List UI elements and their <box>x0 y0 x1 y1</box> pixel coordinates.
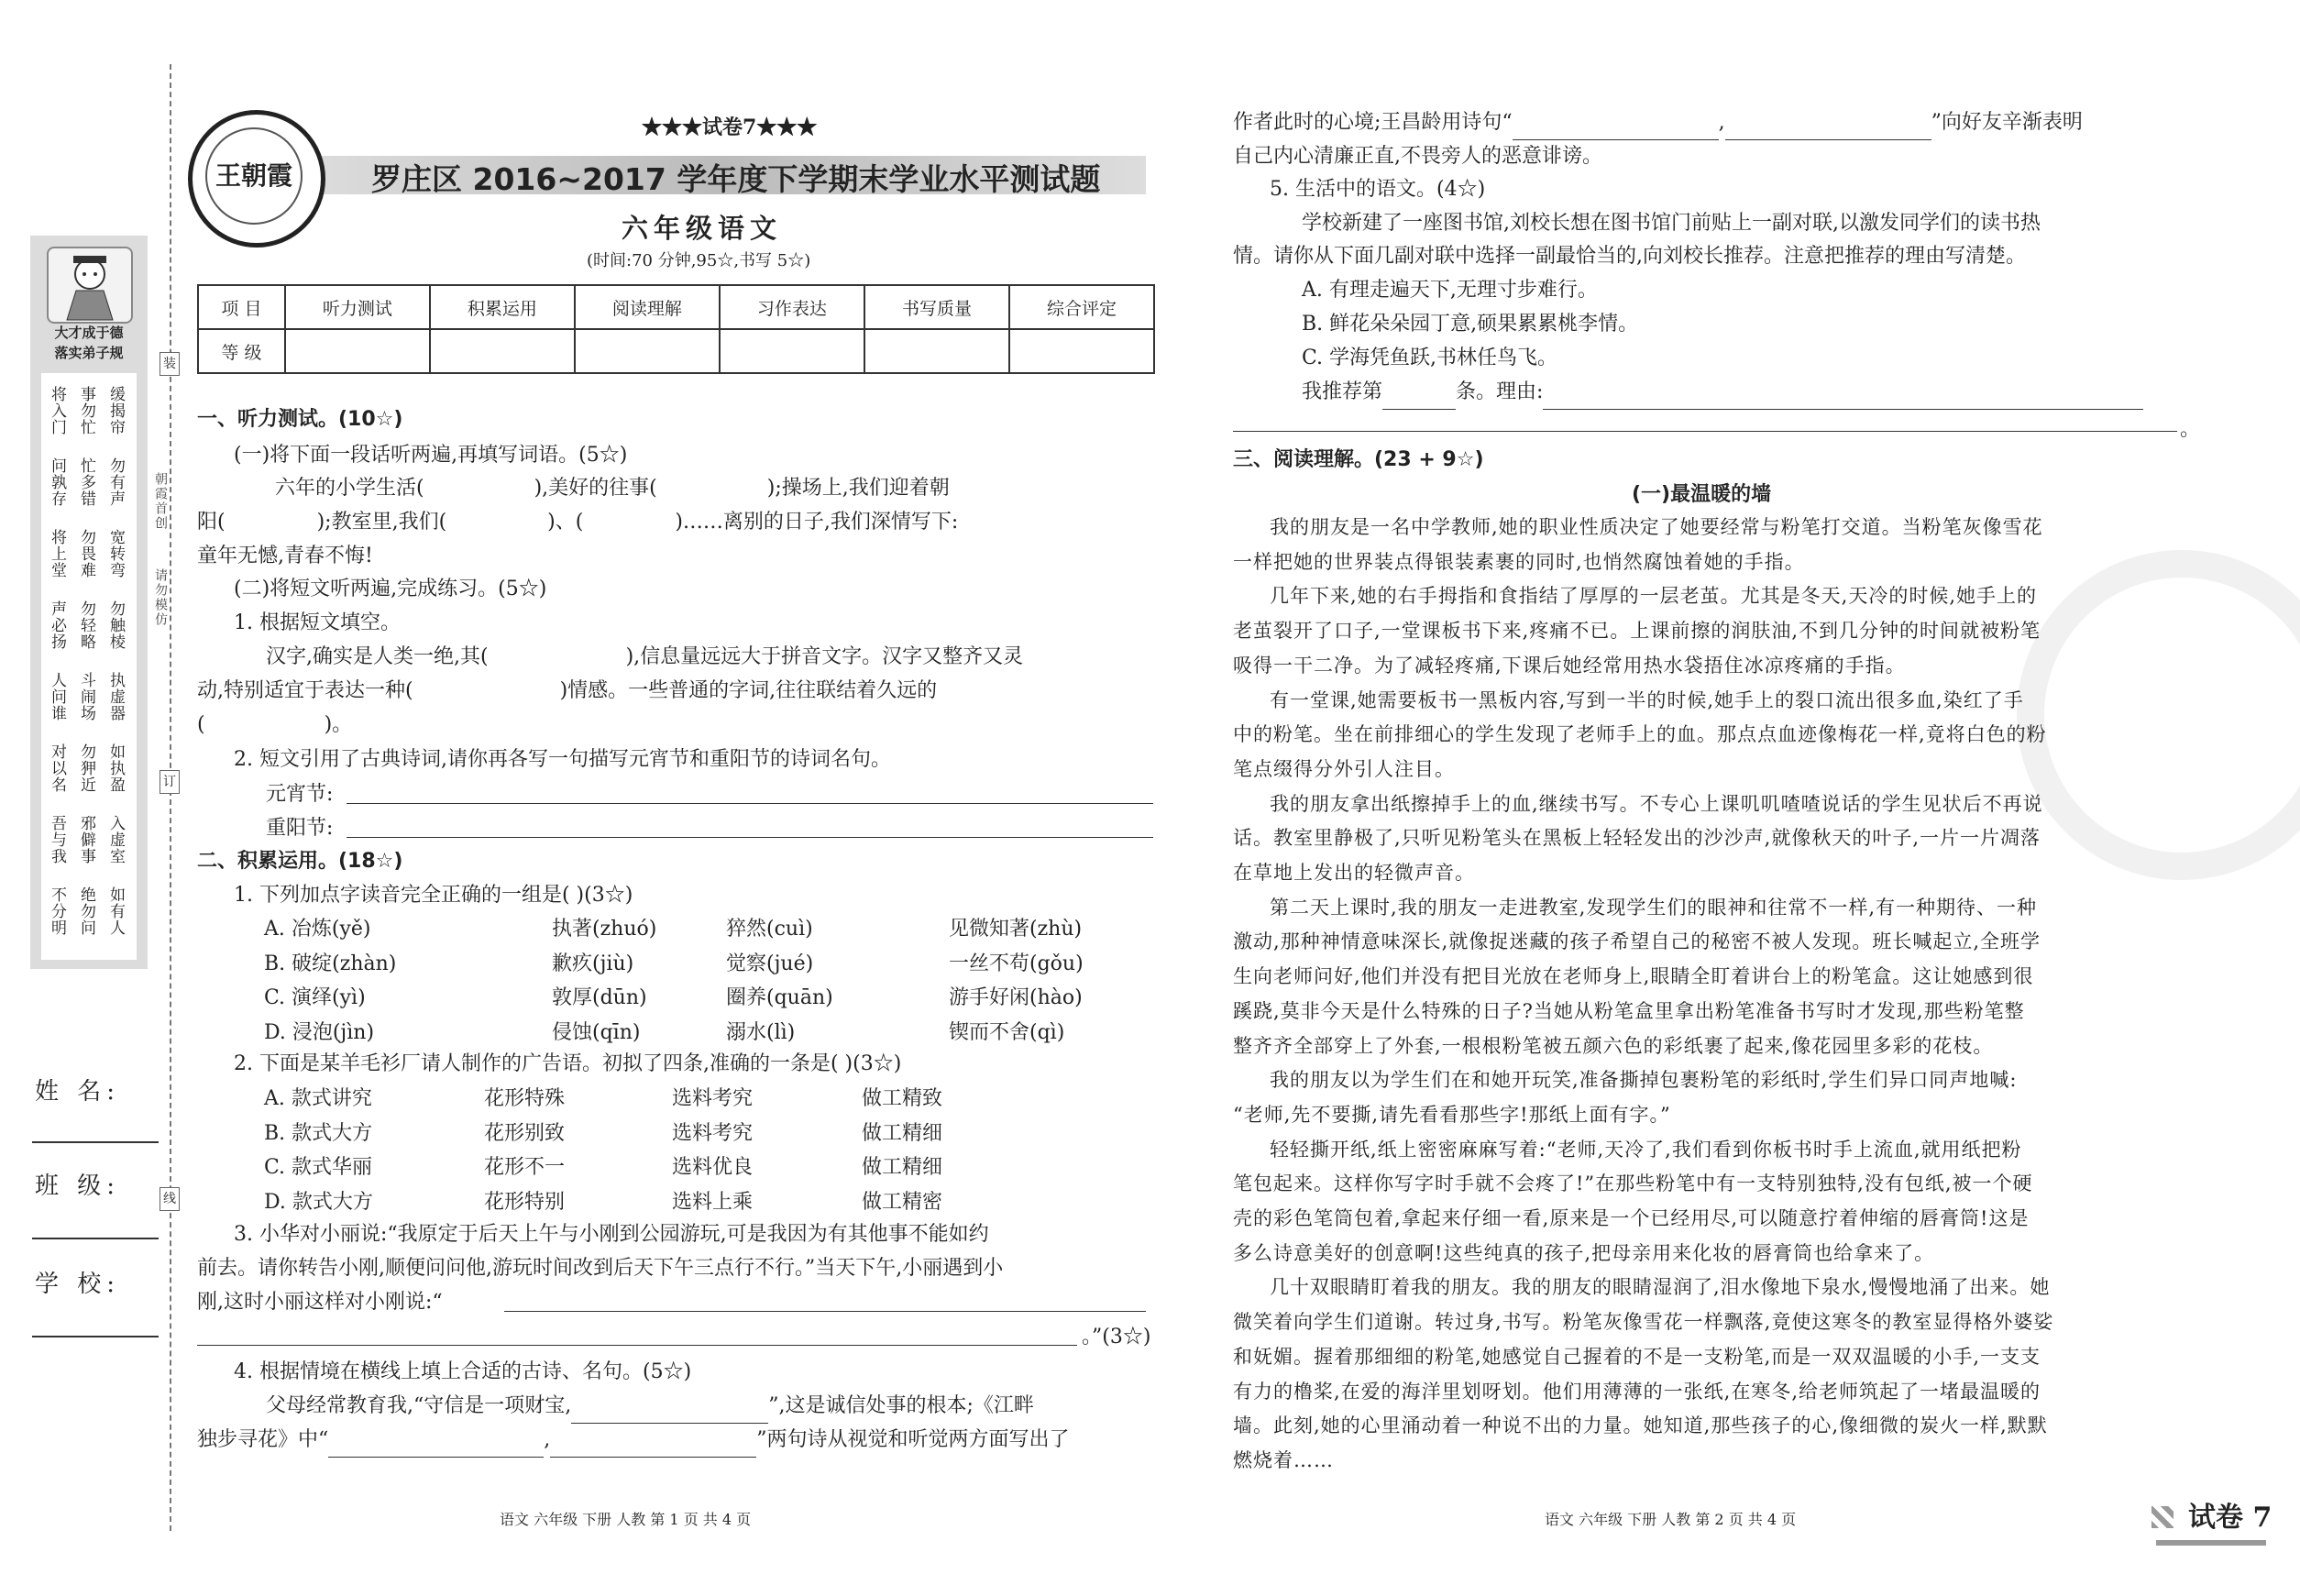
accum-q3-line-2: 前去。请你转告小刚,顺便问问他,游玩时间改到后天下午三点行不行。”当天下午,小丽遇到小 <box>197 1257 1004 1280</box>
score-row-label: 等 级 <box>198 329 285 373</box>
name-line[interactable] <box>32 1141 159 1143</box>
passage-title: (一)最温暖的墙 <box>1632 483 1772 506</box>
score-cell[interactable] <box>1009 329 1154 373</box>
name-label: 姓 名: <box>35 1078 121 1106</box>
score-table-header <box>198 285 1154 329</box>
motto-column: 勿狎近 <box>77 743 95 794</box>
option-cell: 敦厚(dūn) <box>552 986 647 1009</box>
chongyang-answer-line[interactable] <box>347 837 1153 838</box>
footer-left: 语文 六年级 下册 人教 第 1 页 共 4 页 <box>500 1511 752 1528</box>
q5-option-c: C. 学海凭鱼跃,书林任鸟飞。 <box>1302 347 1558 369</box>
passage-line: 多么诗意美好的创意啊!这些纯真的孩子,把母亲用来化妆的唇膏筒也给拿来了。 <box>1233 1241 1935 1264</box>
answer-blank[interactable] <box>571 1389 768 1424</box>
section-accumulation: 二、积累运用。(18☆) <box>197 850 403 873</box>
option-cell: 选料考究 <box>672 1121 754 1145</box>
passage-line: 第二天上课时,我的朋友一走进教室,发现学生们的眼神和往常不一样,有一种期待、一种 <box>1270 896 2038 919</box>
paper-corner-tag <box>2151 1492 2280 1534</box>
q5-option-b: B. 鲜花朵朵园丁意,硕果累累桃李情。 <box>1302 313 1639 336</box>
text: )情感。一些普通的字词,往往联结着久远的 <box>559 679 938 702</box>
motto-column: 对以名 <box>48 743 66 794</box>
r-line-2: 自己内心清廉正直,不畏旁人的恶意诽谤。 <box>1233 145 1602 168</box>
score-header: 项 目 <box>198 285 285 329</box>
option-cell: 觉察(jué) <box>726 952 814 975</box>
chongyang-label: 重阳节: <box>266 817 334 840</box>
listening-part2: (二)将短文听两遍,完成练习。(5☆) <box>234 578 547 600</box>
option-cell: 做工精细 <box>862 1121 943 1145</box>
option-cell[interactable]: A. 冶炼(yě) <box>264 918 371 941</box>
q5-line-1: 学校新建了一座图书馆,刘校长想在图书馆门前贴上一副对联,以激发同学们的读书热 <box>1302 212 2041 235</box>
motto-panel <box>30 236 148 969</box>
text: 父母经常教育我,“守信是一项财宝, <box>266 1394 572 1417</box>
motto-column: 斗闹场 <box>77 672 95 722</box>
text: , <box>1718 111 1725 134</box>
passage-line: 笔点缀得分外引人注目。 <box>1233 757 1455 780</box>
score-header: 习作表达 <box>720 285 864 329</box>
answer-blank[interactable] <box>328 1423 544 1458</box>
text: ),信息量远远大于拼音文字。汉字又整齐又灵 <box>625 645 1024 668</box>
answer-blank[interactable] <box>550 1423 756 1458</box>
motto-column: 绝勿问 <box>77 886 95 937</box>
q1-line-2 <box>197 674 937 708</box>
score-table <box>197 284 1155 374</box>
recommend-line <box>1302 375 2143 410</box>
passage-line: 我的朋友是一名中学教师,她的职业性质决定了她要经常与粉笔打交道。当粉笔灰像雪花 <box>1270 516 2043 538</box>
passage-line: 轻轻撕开纸,纸上密密麻麻写着:“老师,天冷了,我们看到你板书时手上流血,就用纸把粉 <box>1270 1138 2022 1161</box>
motto-column: 如执盈 <box>106 743 125 794</box>
text: );操场上,我们迎着朝 <box>766 477 950 500</box>
motto-column: 勿有声 <box>106 457 125 508</box>
option-cell: 选料上乘 <box>672 1190 754 1214</box>
motto-column: 人问谁 <box>48 672 66 722</box>
score-cell[interactable] <box>430 329 575 373</box>
listening-line-1 <box>275 471 950 505</box>
motto-columns <box>41 373 137 960</box>
accum-q3-end: 。”(3☆) <box>1082 1326 1151 1348</box>
corner-label: 试卷 7 <box>2188 1502 2272 1534</box>
text: )。 <box>324 713 353 736</box>
option-cell: 锲而不舍(qì) <box>949 1020 1065 1044</box>
reason-line[interactable] <box>1233 431 2177 432</box>
side-note-2: 请勿模仿 <box>153 568 168 627</box>
motto-column: 不分明 <box>48 886 66 937</box>
option-cell: 猝然(cuì) <box>726 918 813 941</box>
q1-line-1 <box>266 640 1023 674</box>
exam-time: (时间:70 分钟,95☆,书写 5☆) <box>587 251 811 270</box>
yuanxiao-answer-line[interactable] <box>347 803 1153 804</box>
text: 条。理由: <box>1456 380 1544 403</box>
score-header: 书写质量 <box>864 285 1009 329</box>
passage-line: “老师,先不要撕,请先看看那些字!那纸上面有字。” <box>1233 1103 1671 1126</box>
passage-line: 整齐齐全部穿上了外套,一根根粉笔被五颜六色的彩纸裹了起来,像花园里多彩的花枝。 <box>1233 1034 1994 1057</box>
option-cell: 圈养(quān) <box>726 986 833 1009</box>
option-cell: 侵蚀(qīn) <box>552 1020 641 1044</box>
option-cell: 见微知著(zhù) <box>949 918 1083 941</box>
accum-q3-line-1: 3. 小华对小丽说:“我原定于后天上午与小刚到公园游玩,可是我因为有其他事不能如约 <box>234 1223 989 1246</box>
binding-mark-top: 装 <box>160 352 180 376</box>
listening-line-3: 童年无憾,青春不悔! <box>197 545 373 567</box>
option-cell: 花形特别 <box>484 1190 566 1214</box>
score-table-row <box>198 329 1154 373</box>
option-cell: 做工精致 <box>862 1087 943 1110</box>
passage-line: 在草地上发出的轻微声音。 <box>1233 862 1475 884</box>
text: ( <box>197 713 205 736</box>
option-cell[interactable]: D. 款式大方 <box>264 1190 373 1214</box>
publisher-logo <box>188 110 325 248</box>
option-cell: 执著(zhuó) <box>552 918 657 941</box>
q4-line-2 <box>197 1423 1070 1458</box>
option-cell: 做工精密 <box>862 1190 943 1214</box>
text: 动,特别适宜于表达一种( <box>197 679 413 702</box>
corner-dots <box>2151 1506 2173 1528</box>
passage-line: 生向老师问好,他们并没有把目光放在老师身上,眼睛全盯着讲台上的粉笔盒。这让她感到很 <box>1233 965 2034 988</box>
q3-answer-line-2[interactable] <box>197 1345 1077 1346</box>
logo-text: 王朝霞 <box>205 127 303 225</box>
motto-line-2: 落实弟子规 <box>54 345 124 361</box>
passage-line: 蹊跷,莫非今天是什么特殊的日子?当她从粉笔盒里拿出粉笔准备书写时才发现,那些粉笔整 <box>1233 999 2025 1022</box>
option-cell: 选料优良 <box>672 1156 754 1179</box>
motto-column: 勿轻略 <box>77 600 95 651</box>
passage-line: 我的朋友以为学生们在和她开玩笑,准备撕掉包裹粉笔的彩纸时,学生们异口同声地喊: <box>1270 1069 2018 1092</box>
text: , <box>544 1428 551 1451</box>
scholar-illustration <box>47 247 133 324</box>
watermark-seal <box>2017 550 2300 880</box>
yuanxiao-label: 元宵节: <box>266 783 334 806</box>
option-cell[interactable]: C. 演绎(yì) <box>264 986 366 1009</box>
passage-line: 老茧裂开了口子,一堂课板书下来,疼痛不已。上课前擦的润肤油,不到几分钟的时间就被粉笔 <box>1233 620 2041 643</box>
end-mark: 。 <box>2180 418 2201 441</box>
motto-column: 入虚室 <box>106 815 125 865</box>
score-cell[interactable] <box>720 329 864 373</box>
answer-blank[interactable] <box>1725 105 1931 140</box>
corner-bar <box>2156 1540 2266 1546</box>
paper-series: ★★★试卷7★★★ <box>642 116 818 139</box>
question-5: 5. 生活中的语文。(4☆) <box>1270 178 1486 201</box>
q4-line-1 <box>266 1389 1034 1424</box>
passage-line: 笔包起来。这样你写字时手就不会疼了!”在那些粉笔中有一支特别独特,没有包纸,被一个硬 <box>1233 1172 2033 1195</box>
text: ”向好友辛渐表明 <box>1931 111 2083 134</box>
motto-column: 将入门 <box>48 386 66 436</box>
score-cell[interactable] <box>575 329 720 373</box>
motto-column: 问孰存 <box>48 457 66 508</box>
passage-line: 墙。此刻,她的心里涌动着一种说不出的力量。她知道,那些孩子的心,像细微的炭火一样,默默 <box>1233 1414 2048 1437</box>
listening-part1: (一)将下面一段话听两遍,再填写词语。(5☆) <box>234 444 628 467</box>
binding-mark-mid: 订 <box>160 770 180 794</box>
option-cell: 做工精细 <box>862 1156 943 1179</box>
passage-line: 和妩媚。握着那细细的粉笔,她感觉自己握着的不是一支粉笔,而是一双双温暖的小手,一支支 <box>1233 1345 2041 1368</box>
binding-mark-bottom: 线 <box>160 1187 180 1211</box>
motto-column: 声必扬 <box>48 600 66 651</box>
passage-line: 中的粉笔。坐在前排细心的学生发现了老师手上的血。那点点血迹像梅花一样,竟将白色的粉 <box>1233 723 2047 746</box>
text: 六年的小学生活( <box>275 477 424 500</box>
class-line[interactable] <box>32 1238 159 1239</box>
binding-line <box>170 64 171 1531</box>
option-cell: 花形不一 <box>484 1156 566 1179</box>
answer-blank[interactable] <box>1513 105 1719 140</box>
accum-q4: 4. 根据情境在横线上填上合适的古诗、名句。(5☆) <box>234 1360 692 1383</box>
text: 我推荐第 <box>1302 380 1383 403</box>
text: )……离别的日子,我们深情写下: <box>675 511 959 534</box>
option-cell[interactable]: B. 破绽(zhàn) <box>264 952 397 975</box>
answer-blank[interactable] <box>1382 375 1456 410</box>
passage-line: 壳的彩色笔筒包着,拿起来仔细一看,原来是一个已经用尽,可以随意拧着伸缩的唇膏筒!这是 <box>1233 1207 2030 1229</box>
score-header: 听力测试 <box>285 285 430 329</box>
listening-q2: 2. 短文引用了古典诗词,请你再各写一句描写元宵节和重阳节的诗词名句。 <box>234 748 891 771</box>
motto-line-1: 大才成于德 <box>54 325 124 341</box>
passage-line: 话。教室里静极了,只听见粉笔头在黑板上轻轻发出的沙沙声,就像秋天的叶子,一片一片凋落 <box>1233 827 2041 850</box>
motto-column: 事勿忙 <box>77 386 95 436</box>
footer-right: 语文 六年级 下册 人教 第 2 页 共 4 页 <box>1545 1511 1797 1528</box>
exam-subtitle: 六年级语文 <box>622 213 783 244</box>
text: ”,这是诚信处事的根本;《江畔 <box>768 1394 1034 1417</box>
text: );教室里,我们( <box>316 511 447 534</box>
option-cell[interactable]: D. 浸泡(jìn) <box>264 1020 375 1044</box>
option-cell: 一丝不苟(gǒu) <box>949 952 1084 975</box>
passage-line: 激动,那种神情意味深长,就像捉迷藏的孩子希望自己的秘密不被人发现。班长喊起立,全班学 <box>1233 930 2041 953</box>
q1-line-3 <box>197 708 352 742</box>
text: ),美好的往事( <box>534 477 657 500</box>
option-cell[interactable]: C. 款式华丽 <box>264 1156 373 1179</box>
score-cell[interactable] <box>864 329 1009 373</box>
r-line-1 <box>1233 105 2083 140</box>
q3-answer-line-1[interactable] <box>504 1311 1146 1312</box>
motto-column: 执虚器 <box>106 672 125 722</box>
option-cell[interactable]: A. 款式讲究 <box>264 1087 372 1110</box>
school-line[interactable] <box>32 1336 159 1337</box>
motto-column: 勿触棱 <box>106 600 125 651</box>
motto-column: 宽转弯 <box>106 529 125 579</box>
passage-line: 燃烧着…… <box>1233 1448 1334 1471</box>
score-cell[interactable] <box>285 329 430 373</box>
passage-line: 几年下来,她的右手拇指和食指结了厚厚的一层老茧。尤其是冬天,天冷的时候,她手上的 <box>1270 585 2038 608</box>
motto-column: 邪僻事 <box>77 815 95 865</box>
score-header: 积累运用 <box>430 285 575 329</box>
option-cell: 选料考究 <box>672 1087 754 1110</box>
passage-line: 有力的橹桨,在爱的海洋里划呀划。他们用薄薄的一张纸,在寒冬,给老师筑起了一堵最温暖的 <box>1233 1380 2041 1403</box>
motto-column: 将上堂 <box>48 529 66 579</box>
motto-column: 勿畏难 <box>77 529 95 579</box>
passage-line: 我的朋友拿出纸擦掉手上的血,继续书写。不专心上课叽叽喳喳说话的学生见状后不再说 <box>1270 792 2043 815</box>
side-note-1: 朝霞首创 <box>153 472 168 531</box>
option-cell: 游手好闲(hào) <box>949 986 1083 1009</box>
q5-option-a: A. 有理走遍天下,无理寸步难行。 <box>1302 279 1598 302</box>
q5-line-2: 情。请你从下面几副对联中选择一副最恰当的,向刘校长推荐。注意把推荐的理由写清楚。 <box>1233 245 2026 268</box>
answer-blank[interactable] <box>1543 375 2143 410</box>
option-cell[interactable]: B. 款式大方 <box>264 1121 373 1145</box>
passage-line: 一样把她的世界装点得银装素裹的同时,也悄然腐蚀着她的手指。 <box>1233 550 1805 573</box>
motto-column: 缓揭帘 <box>106 386 125 436</box>
accum-q2: 2. 下面是某羊毛衫厂请人制作的广告语。初拟了四条,准确的一条是( )(3☆) <box>234 1052 902 1075</box>
accum-q3-line-3: 刚,这时小丽这样对小刚说:“ <box>197 1291 443 1314</box>
school-label: 学 校: <box>35 1271 121 1298</box>
score-header: 阅读理解 <box>575 285 720 329</box>
option-cell: 溺水(lì) <box>726 1020 796 1044</box>
score-header: 综合评定 <box>1009 285 1154 329</box>
class-label: 班 级: <box>35 1172 121 1200</box>
motto-column: 如有人 <box>106 886 125 937</box>
section-reading: 三、阅读理解。(23 + 9☆) <box>1233 448 1484 471</box>
option-cell: 花形别致 <box>484 1121 566 1145</box>
option-cell: 歉疚(jiù) <box>552 952 634 975</box>
motto-column: 吾与我 <box>48 815 66 865</box>
listening-q1: 1. 根据短文填空。 <box>234 611 401 634</box>
motto-column: 忙多错 <box>77 457 95 508</box>
text: 阳( <box>197 511 226 534</box>
text: 汉字,确实是人类一绝,其( <box>266 645 489 668</box>
text: 作者此时的心境;王昌龄用诗句“ <box>1233 111 1513 134</box>
accum-q1: 1. 下列加点字读音完全正确的一组是( )(3☆) <box>234 884 633 907</box>
passage-line: 几十双眼睛盯着我的朋友。我的朋友的眼睛湿润了,泪水像地下泉水,慢慢地涌了出来。她 <box>1270 1276 2051 1299</box>
exam-title: 罗庄区 2016~2017 学年度下学期末学业水平测试题 <box>371 161 1101 197</box>
passage-line: 微笑着向学生们道谢。转过身,书写。粉笔灰像雪花一样飘落,竟使这寒冬的教室显得格外婆娑 <box>1233 1311 2054 1334</box>
text: )、( <box>547 511 584 534</box>
section-listening: 一、听力测试。(10☆) <box>197 408 403 431</box>
option-cell: 花形特殊 <box>484 1087 566 1110</box>
text: 独步寻花》中“ <box>197 1428 329 1451</box>
text: ”两句诗从视觉和听觉两方面写出了 <box>756 1428 1070 1451</box>
listening-line-2 <box>197 505 958 539</box>
passage-line: 吸得一干二净。为了减轻疼痛,下课后她经常用热水袋捂住冰凉疼痛的手指。 <box>1233 654 1906 677</box>
passage-line: 有一堂课,她需要板书一黑板内容,写到一半的时候,她手上的裂口流出很多血,染红了手 <box>1270 688 2024 711</box>
